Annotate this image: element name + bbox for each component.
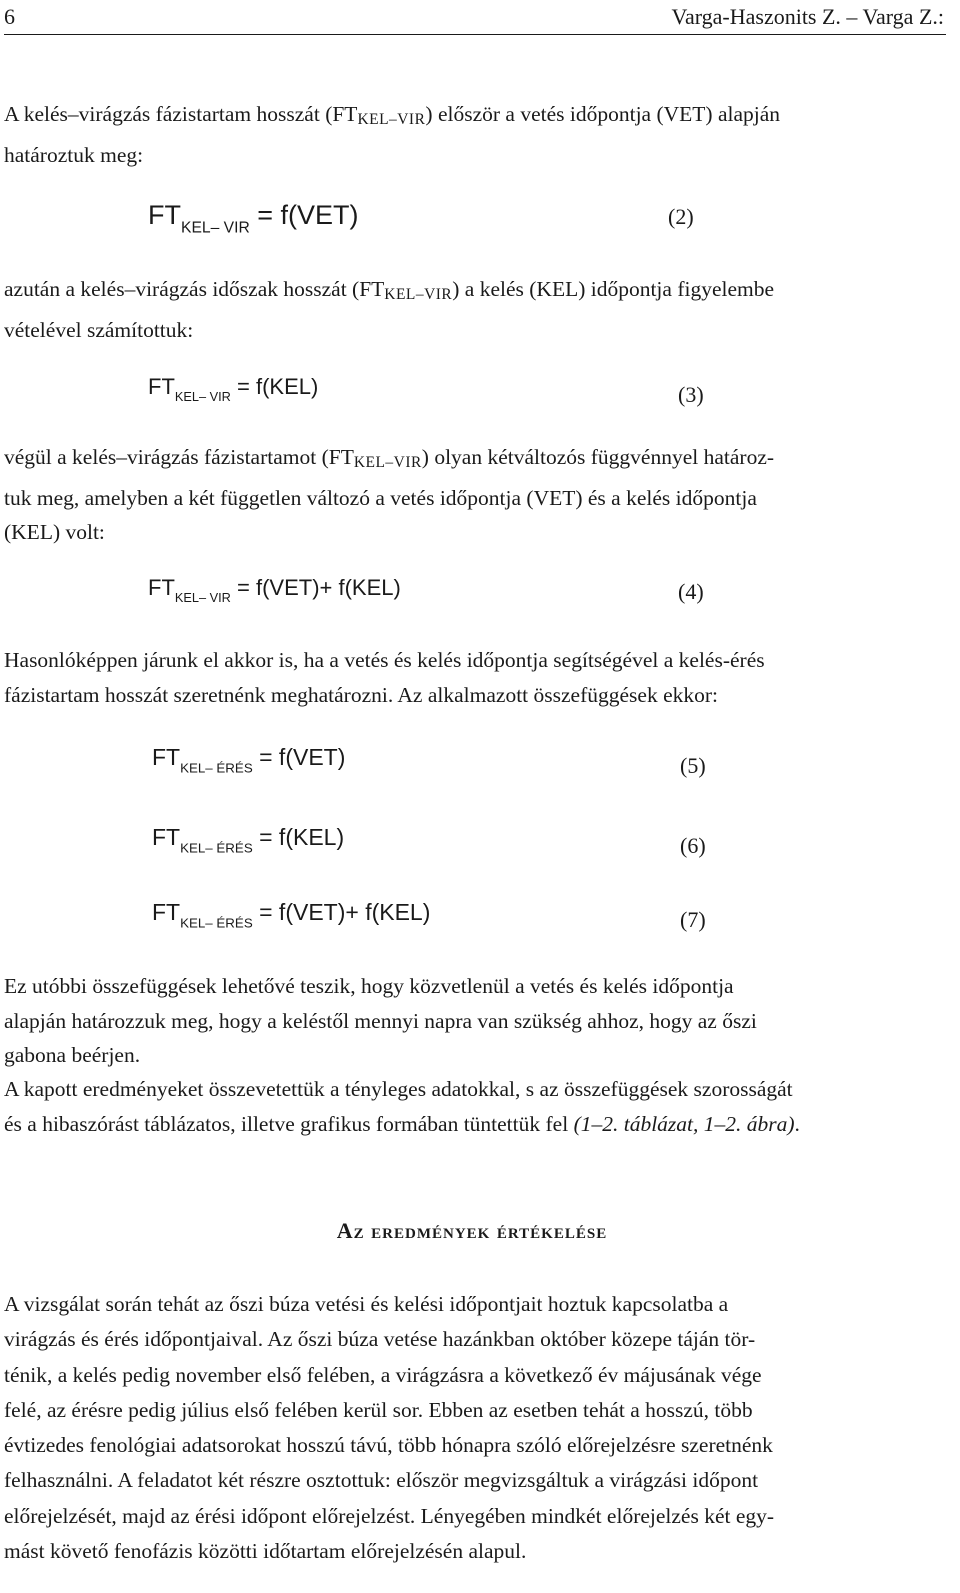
paragraph-3-line-3: (KEL) volt: <box>4 520 105 545</box>
page-number: 6 <box>4 4 15 29</box>
paragraph-4 <box>4 643 944 712</box>
equation-6 <box>0 824 960 864</box>
paragraph-4-line-2: fázistartam hosszát szeretnénk meghatározni. Az alkalmazott összefüggések ekkor: <box>4 682 718 707</box>
paragraph-6-line-2: és a hibaszórást táblázatos, illetve grafikus formában tüntettük fel (1–2. táblázat, 1–2. ábra). <box>4 1111 800 1136</box>
paragraph-5-line-2: alapján határozzuk meg, hogy a keléstől mennyi napra van szükség ahhoz, hogy az őszi <box>4 1008 757 1033</box>
paragraph-7-line-6: felhasználni. A feladatot két részre osztottuk: először megvizsgáltuk a virágzási időpont <box>4 1468 759 1493</box>
section-heading: Az eredmények értékelése <box>336 1218 608 1243</box>
ft-subscript: KEL–VIR <box>384 286 453 304</box>
paragraph-1 <box>4 97 944 172</box>
ft-subscript: KEL–VIR <box>357 111 426 129</box>
paragraph-7 <box>4 1287 944 1569</box>
equation-3 <box>0 374 960 410</box>
paragraph-2 <box>4 272 944 347</box>
paragraph-5 <box>4 969 944 1073</box>
equation-3-number: (3) <box>678 382 704 407</box>
equation-7 <box>0 899 960 939</box>
page-header <box>0 0 950 36</box>
equation-4-number: (4) <box>678 579 704 604</box>
equation-2-number: (2) <box>668 204 694 229</box>
running-title: Varga-Haszonits Z. – Varga Z.: <box>671 4 944 29</box>
paragraph-4-line-1: Hasonlóképpen járunk el akkor is, ha a vetés és kelés időpontja segítségével a kelés-érés <box>4 648 765 672</box>
paragraph-2-line-2: vételével számítottuk: <box>4 317 194 342</box>
table-figure-reference: (1–2. táblázat, 1–2. ábra) <box>573 1111 795 1136</box>
paragraph-7-line-3: ténik, a kelés pedig november első felében, a virágzásra a következő év májusának vége <box>4 1362 762 1387</box>
equation-2-expression: $FT_{KEL- VIR} = f(VET)$ <box>148 200 359 237</box>
paragraph-7-line-5: évtizedes fenológiai adatsorokat hosszú távú, több hónapra szóló előrejelzésre szeretnénk <box>4 1433 773 1458</box>
paragraph-3 <box>4 440 944 550</box>
equation-7-number: (7) <box>680 907 706 932</box>
paragraph-1-line-1: A kelés–virágzás fázistartam hosszát (FTKEL–VIR) először a vetés időpontja (VET) alapján <box>4 102 781 129</box>
ft-subscript: KEL–VIR <box>353 454 422 472</box>
paragraph-7-line-4: felé, az érésre pedig július első felében kerül sor. Ebben az esetben tehát a hosszú, több <box>4 1397 753 1422</box>
equation-3-expression: $FT_{KEL- VIR} = f(KEL)$ <box>148 374 319 405</box>
paragraph-3-line-1: végül a kelés–virágzás fázistartamot (FTKEL–VIR) olyan kétváltozós függvénnyel határoz- <box>4 445 775 472</box>
paragraph-6-line-1: A kapott eredményeket összevetettük a tényleges adatokkal, s az összefüggések szorosságát <box>4 1077 793 1101</box>
equation-4-expression: $FT_{KEL- VIR} = f(VET)+ f(KEL)$ <box>148 575 401 606</box>
paragraph-7-line-2: virágzás és érés időpontjaival. Az őszi búza vetése hazánkban október közepe táján tör- <box>4 1327 756 1352</box>
paragraph-7-line-8: mást követő fenofázis közötti időtartam előrejelzésén alapul. <box>4 1539 527 1564</box>
paragraph-7-line-1: A vizsgálat során tehát az őszi búza vetési és kelési időpontjait hoztuk kapcsolatba a <box>4 1292 729 1316</box>
header-rule <box>4 34 946 35</box>
paragraph-5-line-3: gabona beérjen. <box>4 1043 141 1067</box>
paragraph-7-line-7: előrejelzését, majd az érési időpont előrejelzést. Lényegében mindkét előrejelzés két egy- <box>4 1503 775 1528</box>
equation-6-expression: $FT_{KEL- ÉRÉS} = f(KEL)$ <box>152 824 345 856</box>
paragraph-2-line-1: azután a kelés–virágzás időszak hosszát (FTKEL–VIR) a kelés (KEL) időpontja figyelembe <box>4 277 775 304</box>
paragraph-3-line-2: tuk meg, amelyben a két független változó a vetés időpontja (VET) és a kelés időpontja <box>4 485 757 510</box>
equation-5-expression: $FT_{KEL- ÉRÉS} = f(VET)$ <box>152 744 346 776</box>
equation-4 <box>0 575 960 611</box>
equation-6-number: (6) <box>680 833 706 858</box>
equation-5 <box>0 744 960 784</box>
equation-5-number: (5) <box>680 753 706 778</box>
paragraph-1-line-2: határoztuk meg: <box>4 142 144 167</box>
equation-2 <box>0 200 960 240</box>
paragraph-6 <box>4 1072 944 1141</box>
paragraph-5-line-1: Ez utóbbi összefüggések lehetővé teszik, hogy közvetlenül a vetés és kelés időpontja <box>4 974 734 998</box>
equation-7-expression: $FT_{KEL- ÉRÉS} = f(VET)+ f(KEL)$ <box>152 899 431 931</box>
